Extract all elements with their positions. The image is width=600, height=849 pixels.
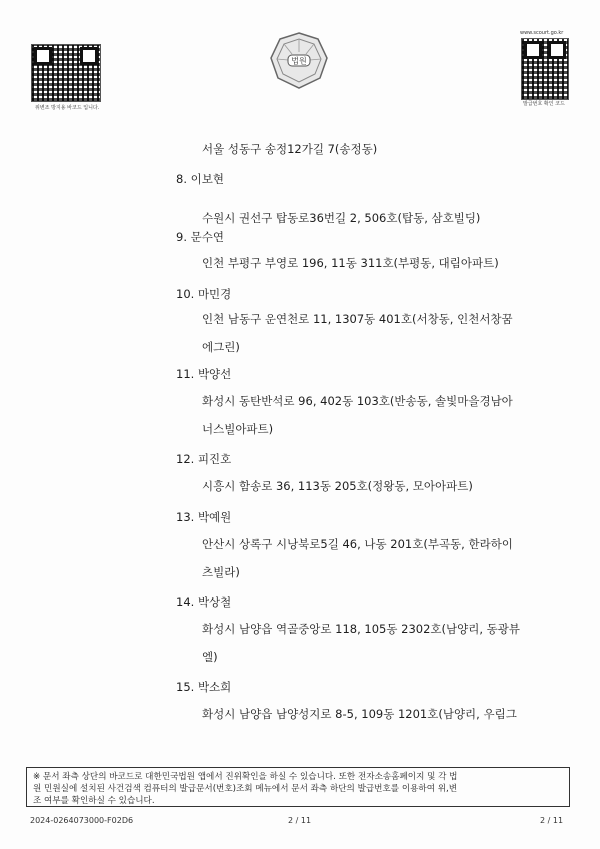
page-number-right: 2 / 11 (540, 816, 564, 825)
address-line: 화성시 남양읍 남양성지로 8-5, 109동 1201호(남양리, 우림그 (202, 707, 517, 721)
party-name: 14. 박상철 (176, 595, 232, 609)
barcode-left (31, 44, 101, 102)
barcode-left-caption: 위변조 방지용 바코드 입니다. (35, 105, 100, 111)
address-line: 인천 남동구 운연천로 11, 1307동 401호(서창동, 인천서창꿈 (202, 312, 513, 326)
party-name: 15. 박소희 (176, 680, 232, 694)
barcode-right (521, 38, 569, 100)
issue-number: 2024-0264073000-F02D6 (30, 816, 134, 825)
verification-notice (26, 767, 570, 807)
party-name: 12. 피진호 (176, 452, 232, 466)
address-line: 츠빌라) (202, 565, 240, 579)
address-line: 안산시 상록구 시낭북로5길 46, 나동 201호(부곡동, 한라하이 (202, 537, 513, 551)
seal-text: 법원 (291, 56, 307, 66)
address-line: 화성시 동탄반석로 96, 402동 103호(반송동, 솔빛마을경남아 (202, 394, 513, 408)
party-name: 8. 이보현 (176, 172, 224, 186)
address-line: 시흥시 함송로 36, 113동 205호(정왕동, 모아아파트) (202, 479, 473, 493)
address-line: 화성시 남양읍 역골중앙로 118, 105동 2302호(남양리, 동광뷰 (202, 622, 520, 636)
address-line: 인천 부평구 부영로 196, 11동 311호(부평동, 대림아파트) (202, 256, 499, 270)
barcode-right-caption: 발급번호 확인 코드 (523, 101, 565, 107)
site-url: www.scourt.go.kr (520, 30, 564, 36)
address-line: 엘) (202, 650, 218, 664)
notice-line: 조 여부를 확인하실 수 있습니다. (33, 796, 155, 806)
address-line: 서울 성동구 송정12가길 7(송정동) (202, 142, 378, 156)
address-line: 에그린) (202, 340, 240, 354)
address-line: 너스빌아파트) (202, 422, 274, 436)
court-seal-icon (268, 30, 330, 92)
address-line: 수원시 권선구 탑동로36번길 2, 506호(탑동, 삼호빌딩) (202, 211, 481, 225)
notice-line: 원 민원실에 설치된 사건검색 컴퓨터의 발급문서(번호)조회 메뉴에서 문서 좌측 하단의 발급번호를 이용하여 위,변 (33, 784, 458, 794)
notice-line: ※ 문서 좌측 상단의 바코드로 대한민국법원 앱에서 진위확인을 하실 수 있습니다. 또한 전자소송홈페이지 및 각 법 (33, 772, 458, 782)
party-name: 13. 박예원 (176, 510, 232, 524)
party-name: 10. 마민경 (176, 287, 232, 301)
page-number: 2 / 11 (288, 816, 312, 825)
party-name: 9. 문수연 (176, 230, 224, 244)
party-name: 11. 박양선 (176, 367, 232, 381)
